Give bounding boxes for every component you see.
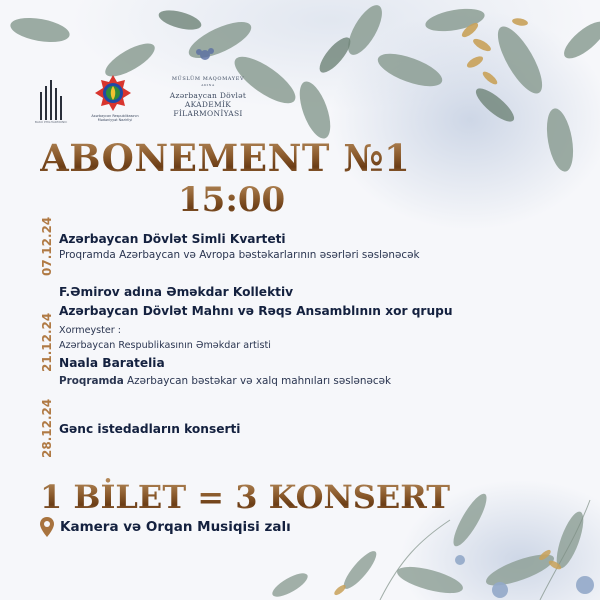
event-performer: Azərbaycan Dövlət Simli Kvarteti (59, 232, 286, 246)
state-emblem-icon (94, 74, 132, 112)
event-role: Xormeyster : (59, 325, 122, 336)
philharmonic-bars-logo (38, 78, 64, 120)
event-person: Naala Baratelia (59, 356, 165, 370)
bars-logo-caption: BAKU PHILHARMONIC (34, 120, 68, 124)
philharmonic-logo: MÜSLÜM MAQOMAYEV ADINA Azərbaycan Dövlət AKADEMİK FİLARMONİYASI (169, 76, 247, 118)
program-label: Proqramda (59, 375, 124, 387)
event-performer: F.Əmirov adına Əməkdar Kollektiv (59, 285, 294, 299)
date-label: 07.12.24 (40, 216, 54, 276)
date-label: 28.12.24 (40, 398, 54, 458)
event-performer: Gənc istedadların konserti (59, 422, 241, 436)
event-performer: Azərbaycan Dövlət Mahnı və Rəqs Ansamblının xor qrupu (59, 304, 453, 318)
event-role-title: Azərbaycan Respublikasının Əməkdar artisti (59, 340, 271, 351)
venue-name: Kamera və Orqan Musiqisi zalı (60, 519, 291, 535)
event-description: Proqramda Azərbaycan və Avropa bəstəkarlarının əsərləri səslənəcək (59, 249, 420, 261)
program-text: Azərbaycan bəstəkar və xalq mahnıları səslənəcək (127, 375, 392, 387)
page-title: ABONEMENT №1 (40, 136, 411, 180)
event-description (59, 375, 391, 387)
ticket-offer: 1 BİLET = 3 KONSERT (40, 478, 451, 516)
venue (40, 517, 291, 537)
ministry-caption: Azərbaycan Respublikasının Mədəniyyət Nazirliyi (91, 114, 139, 122)
date-label: 21.12.24 (40, 312, 54, 372)
concert-time: 15:00 (178, 180, 286, 220)
location-pin-icon (40, 517, 54, 537)
